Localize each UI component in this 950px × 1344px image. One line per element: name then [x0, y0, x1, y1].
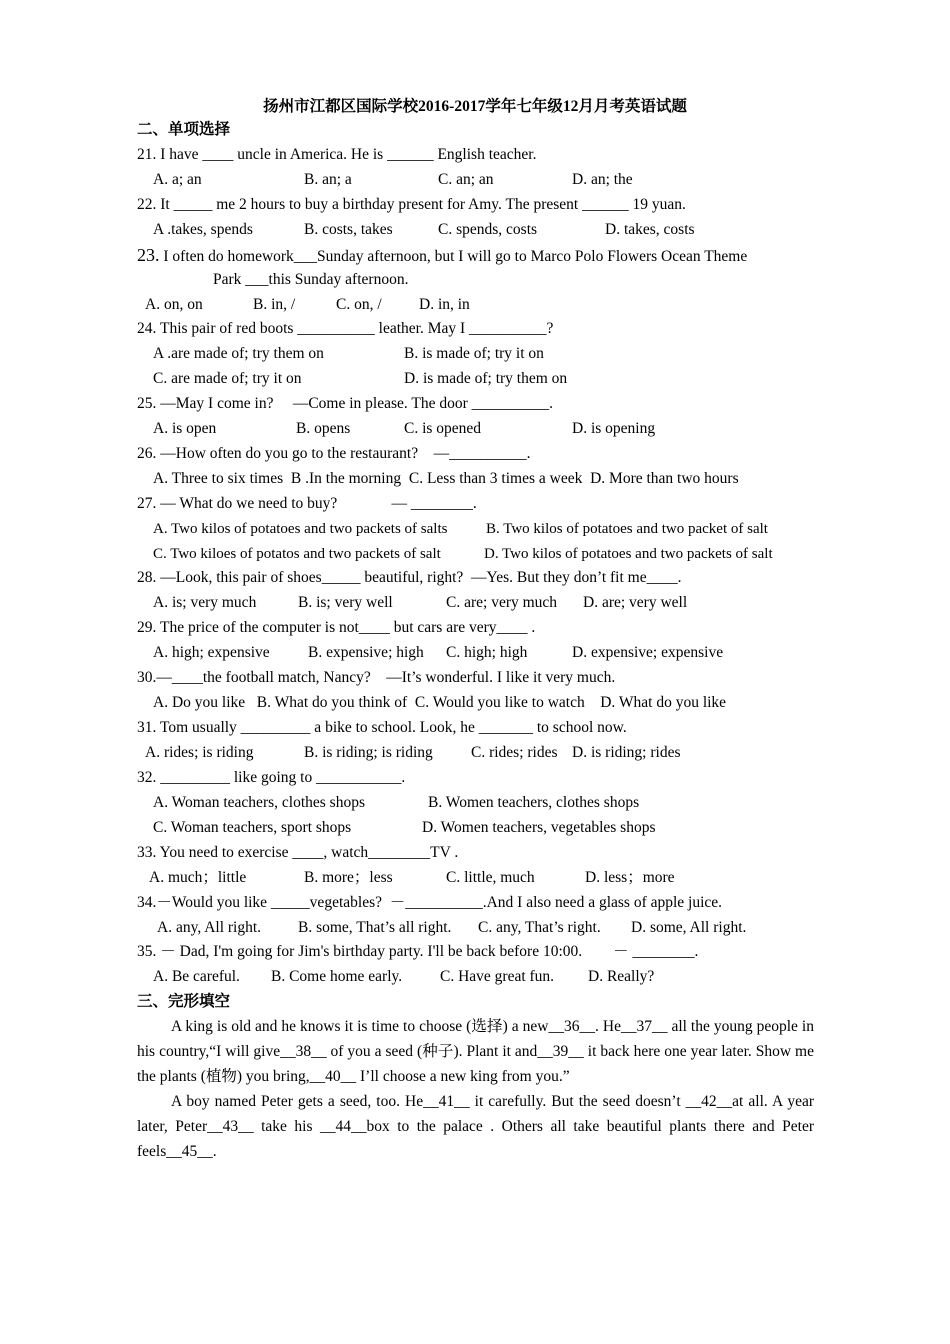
- question-21-option-d: D. an; the: [572, 171, 633, 188]
- page-title: 扬州市江都区国际学校2016-2017学年七年级12月月考英语试题: [263, 98, 687, 115]
- question-33-option-b: B. more；less: [304, 869, 393, 886]
- question-27-stem: 27. — What do we need to buy? — ________.: [137, 495, 477, 512]
- question-32-stem: 32. _________ like going to ___________.: [137, 769, 406, 786]
- question-34-stem: 34.－Would you like _____vegetables? －__________.And I also need a glass of apple juice.: [137, 894, 723, 911]
- question-31-option-d: D. is riding; rides: [572, 744, 681, 761]
- question-31-option-a: A. rides; is riding: [145, 744, 254, 761]
- question-24-option-c: C. are made of; try it on: [153, 370, 302, 387]
- question-25-option-a: A. is open: [153, 420, 217, 437]
- question-25-option-c: C. is opened: [404, 420, 482, 437]
- question-25-stem: 25. —May I come in? —Come in please. The door __________.: [137, 395, 553, 412]
- question-32-option-c: C. Woman teachers, sport shops: [153, 819, 352, 836]
- question-35-option-a: A. Be careful.: [153, 968, 240, 985]
- question-33-option-d: D. less；more: [585, 869, 675, 886]
- question-25-option-d: D. is opening: [572, 420, 656, 437]
- question-35-option-c: C. Have great fun.: [440, 968, 555, 985]
- question-22-stem: 22. It _____ me 2 hours to buy a birthday present for Amy. The present ______ 19 yuan.: [137, 196, 686, 213]
- question-33-option-c: C. little, much: [446, 869, 535, 886]
- question-21-option-c: C. an; an: [438, 171, 494, 188]
- question-22-option-c: C. spends, costs: [438, 221, 538, 238]
- question-29-option-b: B. expensive; high: [308, 644, 424, 661]
- question-27-option-d: D. Two kilos of potatoes and two packets of salt: [484, 546, 773, 562]
- question-32-option-b: B. Women teachers, clothes shops: [428, 794, 640, 811]
- question-29-option-a: A. high; expensive: [153, 644, 270, 661]
- question-31-stem: 31. Tom usually _________ a bike to school. Look, he _______ to school now.: [137, 719, 627, 736]
- question-28-option-c: C. are; very much: [446, 594, 558, 611]
- question-32-option-a: A. Woman teachers, clothes shops: [153, 794, 365, 811]
- question-23-option-d: D. in, in: [419, 296, 470, 313]
- question-35-option-d: D. Really?: [588, 968, 655, 985]
- question-23-option-a: A. on, on: [145, 296, 203, 313]
- question-23-stem: [137, 245, 747, 267]
- question-28-option-b: B. is; very well: [298, 594, 393, 611]
- question-28-option-a: A. is; very much: [153, 594, 257, 611]
- question-29-option-d: D. expensive; expensive: [572, 644, 724, 661]
- question-21-option-a: A. a; an: [153, 171, 202, 188]
- question-26-options: A. Three to six times B .In the morning C. Less than 3 times a week D. More than two hours: [153, 470, 739, 487]
- question-30-options: A. Do you like B. What do you think of C. Would you like to watch D. What do you like: [153, 694, 727, 711]
- question-35-stem: 35. － Dad, I'm going for Jim's birthday party. I'll be back before 10:00. － ________.: [137, 943, 699, 960]
- question-31-option-c: C. rides; rides: [471, 744, 558, 761]
- question-24-option-d: D. is made of; try them on: [404, 370, 568, 387]
- question-24-option-a: A .are made of; try them on: [153, 345, 324, 362]
- question-33-stem: 33. You need to exercise ____, watch________TV .: [137, 844, 459, 861]
- question-23-option-b: B. in, /: [253, 296, 296, 313]
- question-34-option-a: A. any, All right.: [157, 919, 262, 936]
- question-24-stem: 24. This pair of red boots __________ leather. May I __________?: [137, 320, 554, 337]
- question-22-option-b: B. costs, takes: [304, 221, 393, 238]
- question-34-option-b: B. some, That’s all right.: [298, 919, 452, 936]
- question-33-option-a: A. much；little: [149, 869, 247, 886]
- question-28-stem: 28. —Look, this pair of shoes_____ beautiful, right? —Yes. But they don’t fit me____.: [137, 569, 682, 586]
- question-23-option-c: C. on, /: [336, 296, 382, 313]
- question-21-stem: 21. I have ____ uncle in America. He is ______ English teacher.: [137, 146, 537, 163]
- question-29-stem: 29. The price of the computer is not____ but cars are very____ .: [137, 619, 536, 636]
- question-31-option-b: B. is riding; is riding: [304, 744, 433, 761]
- question-23-stem-line1: I often do homework___Sunday afternoon, but I will go to Marco Polo Flowers Ocean Theme: [159, 248, 748, 265]
- section-heading-cloze: 三、完形填空: [137, 993, 231, 1010]
- question-22-option-d: D. takes, costs: [605, 221, 695, 238]
- question-35-option-b: B. Come home early.: [271, 968, 403, 985]
- question-27-option-b: B. Two kilos of potatoes and two packet of salt: [486, 521, 768, 537]
- question-34-option-c: C. any, That’s right.: [478, 919, 601, 936]
- question-34-option-d: D. some, All right.: [631, 919, 747, 936]
- section-heading-single-choice: 二、单项选择: [137, 121, 231, 138]
- question-27-option-c: C. Two kiloes of potatos and two packets of salt: [153, 546, 441, 562]
- question-28-option-d: D. are; very well: [583, 594, 688, 611]
- question-21-option-b: B. an; a: [304, 171, 352, 188]
- question-32-option-d: D. Women teachers, vegetables shops: [422, 819, 656, 836]
- question-30-stem: 30.—____the football match, Nancy? —It’s wonderful. I like it very much.: [137, 669, 616, 686]
- question-24-option-b: B. is made of; try it on: [404, 345, 544, 362]
- question-25-option-b: B. opens: [296, 420, 351, 437]
- question-22-option-a: A .takes, spends: [153, 221, 253, 238]
- cloze-paragraph-1: A king is old and he knows it is time to choose (选择) a new__36__. He__37__ all the young people in his country,“I will give__38__ of you a seed (种子). Plant it and__39__ it back here one year later. Show me the plants (植物) you bring,__40__ I’ll choose a new king from you.”: [137, 1018, 814, 1085]
- question-23-stem-line2: Park ___this Sunday afternoon.: [213, 271, 409, 288]
- question-23-number: 23.: [137, 245, 160, 265]
- question-27-option-a: A. Two kilos of potatoes and two packets of salts: [153, 521, 448, 537]
- question-26-stem: 26. —How often do you go to the restaurant? —__________.: [137, 445, 531, 462]
- cloze-paragraph-2: A boy named Peter gets a seed, too. He__41__ it carefully. But the seed doesn’t __42__at all. A year later, Peter__43__ take his __44__box to the palace . Others all take beautiful plants there and Peter feels__45__.: [137, 1093, 814, 1160]
- question-29-option-c: C. high; high: [446, 644, 528, 661]
